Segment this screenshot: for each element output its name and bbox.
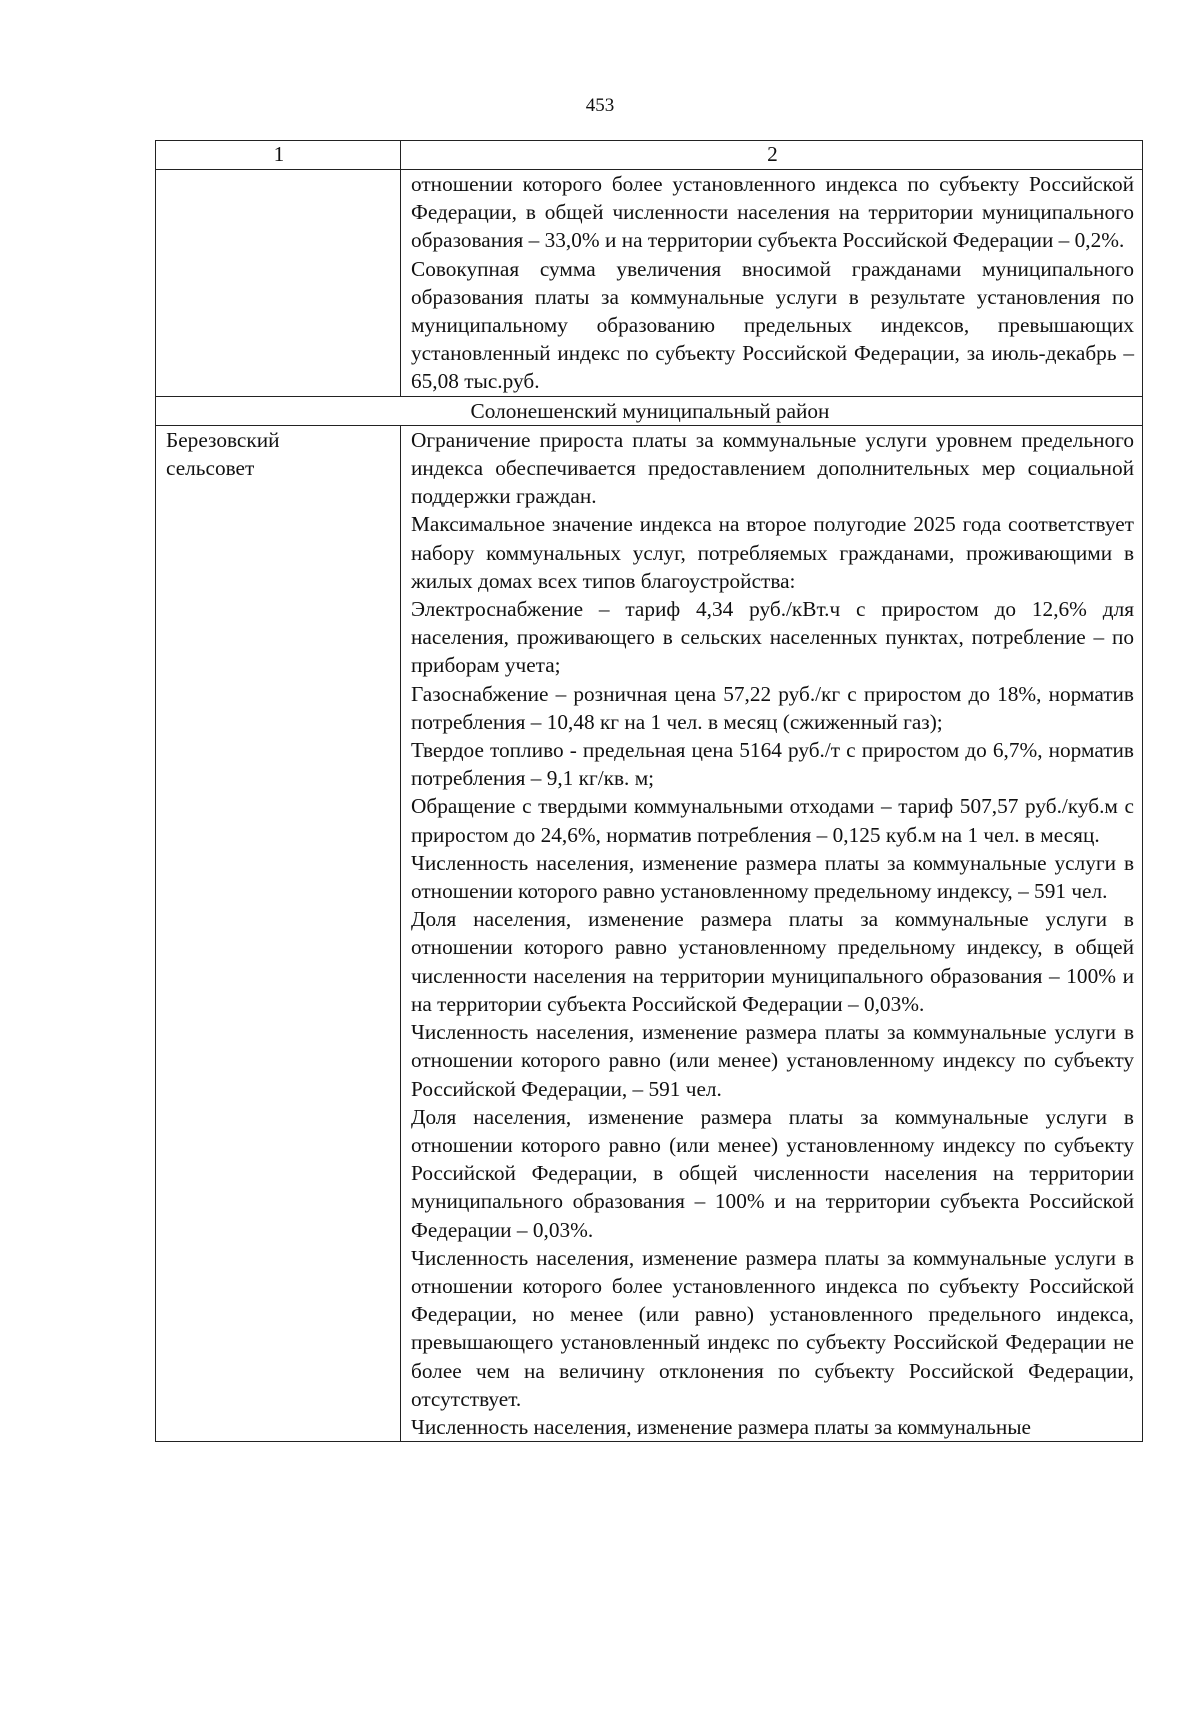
- paragraph: Обращение с твердыми коммунальными отходами – тариф 507,57 руб./куб.м с приростом до 24,6%, норматив потребления – 0,125 куб.м на 1 чел. в месяц.: [411, 794, 1134, 847]
- document-table: [155, 140, 1143, 1442]
- paragraph: Численность населения, изменение размера платы за коммунальные услуги в отношении которого более установленного индекса по субъекту Российской Федерации, но менее (или равно) установленного предельного индекса, превышающего установленный индекс по субъекту Российской Федерации не более чем на величину отклонения по субъекту Российской Федерации, отсутствует.: [411, 1245, 1134, 1411]
- entry-municipality: [156, 425, 401, 1441]
- municipality-name-line: Березовский: [166, 427, 280, 452]
- paragraph: Численность населения, изменение размера платы за коммунальные: [411, 1414, 1032, 1439]
- paragraph: Газоснабжение – розничная цена 57,22 руб./кг с приростом до 18%, норматив потребления – 10,48 кг на 1 чел. в месяц (сжиженный газ);: [411, 681, 1134, 734]
- header-cell-2: 2: [401, 141, 1143, 170]
- continuation-row: [156, 170, 1143, 397]
- table-header-row: [156, 141, 1143, 170]
- paragraph: Доля населения, изменение размера платы за коммунальные услуги в отношении которого равно установленному предельному индексу, в общей численности населения на территории муниципального образования – 100% и на территории субъекта Российской Федерации – 0,03%.: [411, 907, 1134, 1016]
- paragraph: Твердое топливо - предельная цена 5164 руб./т с приростом до 6,7%, норматив потребления – 9,1 кг/кв. м;: [411, 738, 1134, 791]
- paragraph: Численность населения, изменение размера платы за коммунальные услуги в отношении которого равно (или менее) установленному индексу по субъекту Российской Федерации, – 591 чел.: [411, 1020, 1134, 1101]
- paragraph: Электроснабжение – тариф 4,34 руб./кВт.ч с приростом до 12,6% для населения, проживающего в сельских населенных пунктах, потребление – по приборам учета;: [411, 597, 1134, 678]
- section-title-row: [156, 396, 1143, 425]
- page-number: 453: [585, 95, 615, 116]
- municipality-name-line: сельсовет: [166, 456, 255, 481]
- continuation-text: [401, 170, 1143, 397]
- paragraph: Максимальное значение индекса на второе полугодие 2025 года соответствует набору коммунальных услуг, потребляемых гражданами, проживающими в жилых домах всех типов благоустройства:: [411, 512, 1134, 593]
- entry-row: [156, 425, 1143, 1441]
- continuation-col1: [156, 170, 401, 397]
- section-title: Солонешенский муниципальный район: [156, 396, 1143, 425]
- header-cell-1: 1: [156, 141, 401, 170]
- paragraph: Доля населения, изменение размера платы за коммунальные услуги в отношении которого равно (или менее) установленному индексу по субъекту Российской Федерации, в общей численности населения на территории муниципального образования – 100% и на территории субъекта Российской Федерации – 0,03%.: [411, 1104, 1134, 1242]
- entry-text: [401, 425, 1143, 1441]
- paragraph: Численность населения, изменение размера платы за коммунальные услуги в отношении которого равно установленному предельному индексу, – 591 чел.: [411, 850, 1134, 904]
- paragraph: Совокупная сумма увеличения вносимой гражданами муниципального образования платы за коммунальные услуги в результате установления по муниципальному образованию предельных индексов, превышающих установленный индекс по субъекту Российской Федерации, за июль-декабрь – 65,08 тыс.руб.: [411, 256, 1134, 394]
- paragraph: Ограничение прироста платы за коммунальные услуги уровнем предельного индекса обеспечивается предоставлением дополнительных мер социальной поддержки граждан.: [411, 427, 1134, 509]
- paragraph: отношении которого более установленного индекса по субъекту Российской Федерации, в общей численности населения на территории муниципального образования – 33,0% и на территории субъекта Российской Федерации – 0,2%.: [411, 172, 1134, 253]
